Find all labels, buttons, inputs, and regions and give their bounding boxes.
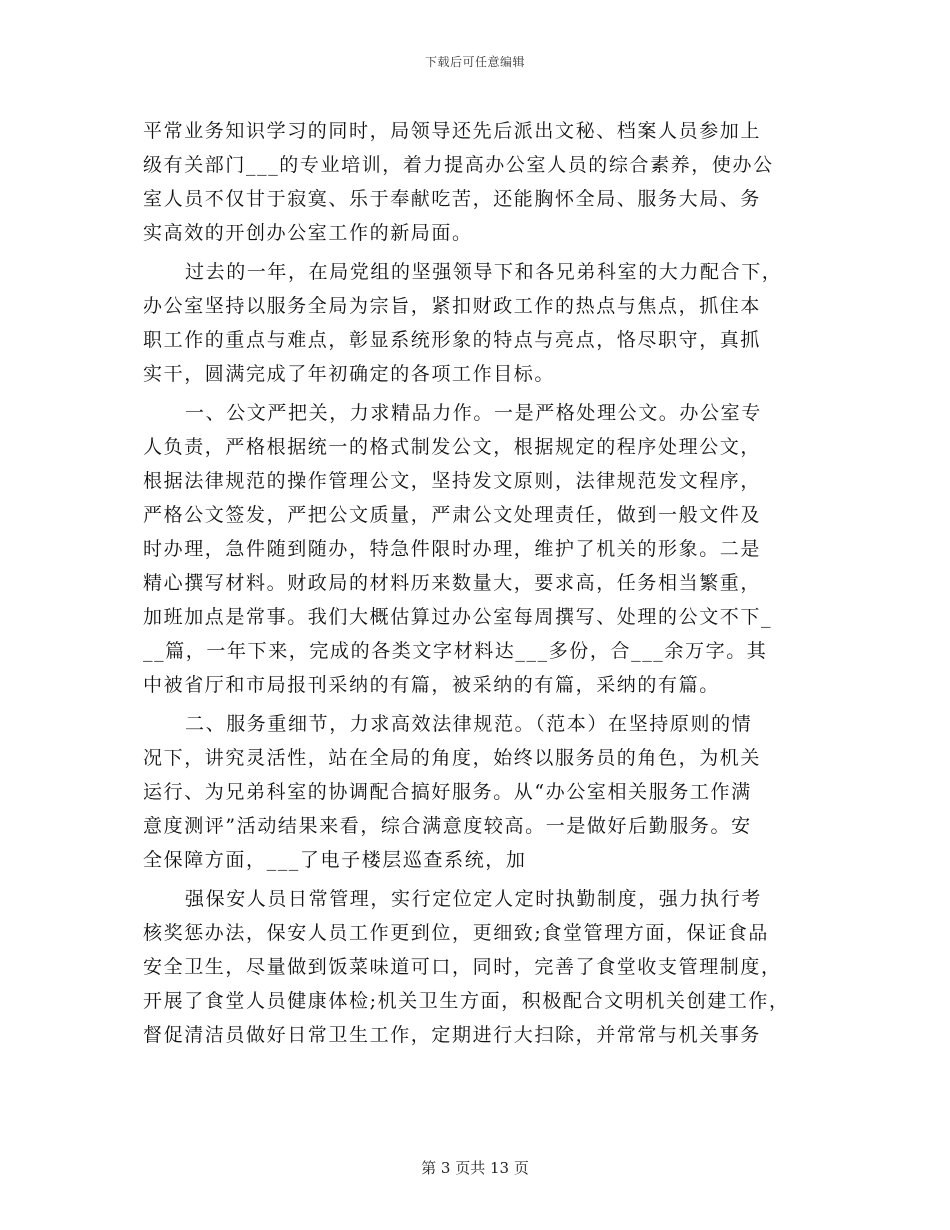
paragraph [143,707,810,877]
text-line: 核奖惩办法，保安人员工作更到位，更细致;食堂管理方面，保证食品 [143,922,770,944]
text-line: __篇，一年下来，完成的各类文字材料达___多份，合___余万字。其 [143,640,768,662]
text-line: 时办理，急件随到随办，特急件限时办理，维护了机关的形象。二是 [143,538,762,560]
text-line: 办公室坚持以服务全局为宗旨，紧扣财政工作的热点与焦点，抓住本 [143,295,762,317]
paragraph [143,114,810,250]
paragraph [143,396,810,702]
text-line: 实高效的开创办公室工作的新局面。 [143,222,473,244]
text-line: 平常业务知识学习的同时，局领导还先后派出文秘、档案人员参加上 [143,120,762,142]
text-line: 加班加点是常事。我们大概估算过办公室每周撰写、处理的公文不下_ [143,606,773,628]
text-line: 督促清洁员做好日常卫生工作，定期进行大扫除，并常常与机关事务 [143,1024,762,1046]
text-line: 一、公文严把关，力求精品力作。一是严格处理公文。办公室专 [185,402,762,424]
text-line: 根据法律规范的操作管理公文，坚持发文原则，法律规范发文程序， [143,470,762,492]
paragraph [143,255,810,391]
text-line: 职工作的重点与难点，彰显系统形象的特点与亮点，恪尽职守，真抓 [143,329,762,351]
text-line: 安全卫生，尽量做到饭菜味道可口，同时，完善了食堂收支管理制度， [143,956,782,978]
text-line: 精心撰写材料。财政局的材料历来数量大，要求高，任务相当繁重， [143,572,762,594]
page-number-footer: 第 3 页共 13 页 [421,1159,529,1177]
text-line: 意度测评”活动结果来看，综合满意度较高。一是做好后勤服务。安 [143,815,752,837]
text-line: 级有关部门___的专业培训，着力提高办公室人员的综合素养，使办公 [143,154,774,176]
text-line: 强保安人员日常管理，实行定位定人定时执勤制度，强力执行考 [185,888,762,910]
text-line: 二、服务重细节，力求高效法律规范。（范本）在坚持原则的情 [185,713,753,735]
text-line: 开展了食堂人员健康体检;机关卫生方面，积极配合文明机关创建工作， [143,990,790,1012]
text-line: 中被省厅和市局报刊采纳的有篇，被采纳的有篇，采纳的有篇。 [143,674,720,696]
text-line: 人负责，严格根据统一的格式制发公文，根据规定的程序处理公文， [143,436,762,458]
text-line: 严格公文签发，严把公文质量，严肃公文处理责任，做到一般文件及 [143,504,762,526]
paragraph [143,882,810,1052]
text-line: 况下，讲究灵活性，站在全局的角度，始终以服务员的角色，为机关 [143,747,762,769]
text-line: 实干，圆满完成了年初确定的各项工作目标。 [143,363,556,385]
text-line: 过去的一年，在局党组的坚强领导下和各兄弟科室的大力配合下， [185,261,783,283]
document-body [143,114,810,1052]
text-line: 运行、为兄弟科室的协调配合搞好服务。从“办公室相关服务工作满 [143,781,752,803]
page-header-note: 下载后可任意编辑 [424,55,525,69]
text-line: 室人员不仅甘于寂寞、乐于奉献吃苦，还能胸怀全局、服务大局、务 [143,188,762,210]
text-line: 全保障方面，___了电子楼层巡查系统，加 [143,849,527,871]
